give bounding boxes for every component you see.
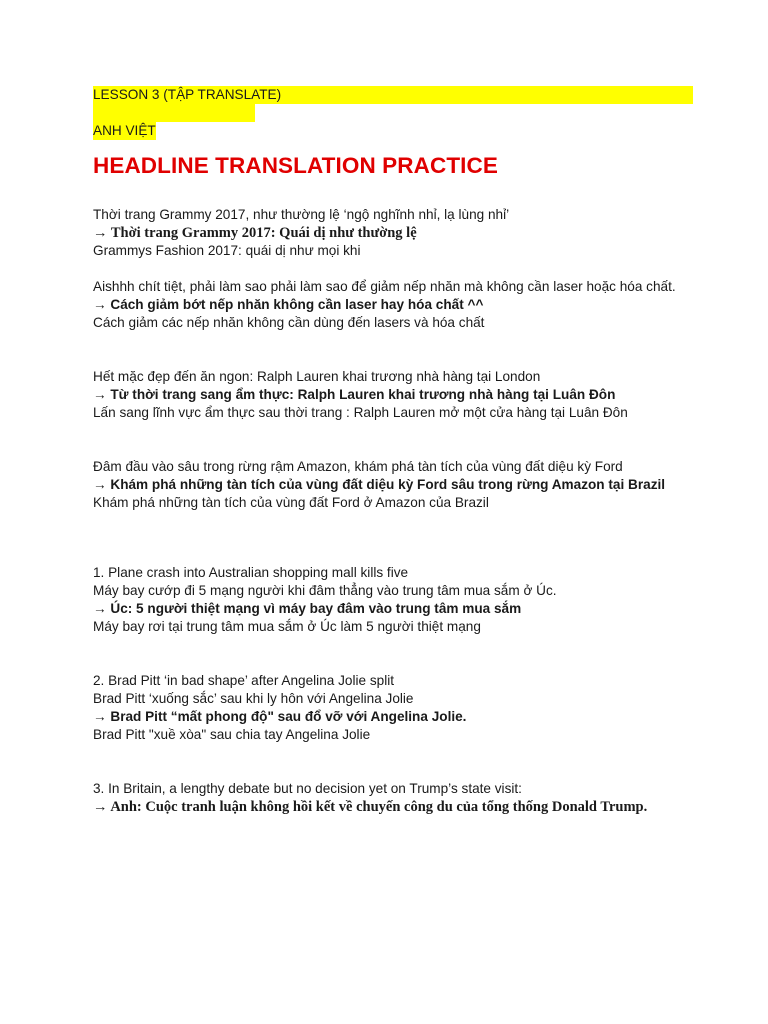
- list-item: [93, 368, 693, 422]
- highlight-bar: [93, 104, 255, 122]
- source-headline: 1. Plane crash into Australian shopping mall kills five: [93, 565, 409, 580]
- translation-headline: Brad Pitt "xuề xòa" sau chia tay Angelina Jolie: [93, 727, 371, 742]
- source-headline: 3. In Britain, a lengthy debate but no decision yet on Trump’s state visit:: [93, 781, 522, 796]
- source-headline: Đâm đầu vào sâu trong rừng rậm Amazon, khám phá tàn tích của vùng đất diệu kỳ Ford: [93, 459, 623, 474]
- source-headline: 2. Brad Pitt ‘in bad shape’ after Angelina Jolie split: [93, 673, 395, 688]
- translation-headline: Khám phá những tàn tích của vùng đất Ford ở Amazon của Brazil: [93, 495, 489, 510]
- page-title: HEADLINE TRANSLATION PRACTICE: [93, 153, 498, 178]
- source-headline: Aishhh chít tiệt, phải làm sao phải làm sao để giảm nếp nhăn mà không cần laser hoặc hóa chất.: [93, 279, 676, 294]
- answer-headline: → Cách giảm bớt nếp nhăn không cần laser hay hóa chất ^^: [93, 297, 484, 312]
- source-headline: Hết mặc đẹp đến ăn ngon: Ralph Lauren khai trương nhà hàng tại London: [93, 369, 541, 384]
- list-item: [93, 672, 693, 744]
- direction-label: ANH VIỆT: [93, 123, 156, 138]
- answer-headline: → Khám phá những tàn tích của vùng đất diệu kỳ Ford sâu trong rừng Amazon tại Brazil: [93, 477, 666, 492]
- draft-translation: Brad Pitt ‘xuống sắc’ sau khi ly hôn với Angelina Jolie: [93, 691, 414, 706]
- document-page: [93, 86, 693, 816]
- answer-headline: → Thời trang Grammy 2017: Quái dị như thường lệ: [93, 225, 417, 241]
- translation-headline: Grammys Fashion 2017: quái dị như mọi khi: [93, 243, 361, 258]
- answer-headline: → Từ thời trang sang ẩm thực: Ralph Lauren khai trương nhà hàng tại Luân Đôn: [93, 387, 616, 402]
- list-item: [93, 564, 693, 636]
- list-item: [93, 780, 693, 816]
- list-item: [93, 206, 693, 260]
- translation-headline: Cách giảm các nếp nhăn không cần dùng đến lasers và hóa chất: [93, 315, 485, 330]
- translation-headline: Lấn sang lĩnh vực ẩm thực sau thời trang : Ralph Lauren mở một cửa hàng tại Luân Đôn: [93, 405, 628, 420]
- draft-translation: Máy bay cướp đi 5 mạng người khi đâm thẳng vào trung tâm mua sắm ở Úc.: [93, 583, 557, 598]
- lesson-label: LESSON 3 (TẬP TRANSLATE): [93, 86, 693, 104]
- list-item: [93, 278, 693, 332]
- answer-headline: → Anh: Cuộc tranh luận không hồi kết về chuyến công du của tổng thống Donald Trump.: [93, 799, 648, 815]
- answer-headline: → Úc: 5 người thiệt mạng vì máy bay đâm vào trung tâm mua sắm: [93, 601, 522, 616]
- answer-headline: → Brad Pitt “mất phong độ" sau đổ vỡ với Angelina Jolie.: [93, 709, 467, 724]
- translation-headline: Máy bay rơi tại trung tâm mua sắm ở Úc làm 5 người thiệt mạng: [93, 619, 481, 634]
- source-headline: Thời trang Grammy 2017, như thường lệ ‘ngộ nghĩnh nhỉ, lạ lùng nhỉ’: [93, 207, 510, 222]
- list-item: [93, 458, 693, 512]
